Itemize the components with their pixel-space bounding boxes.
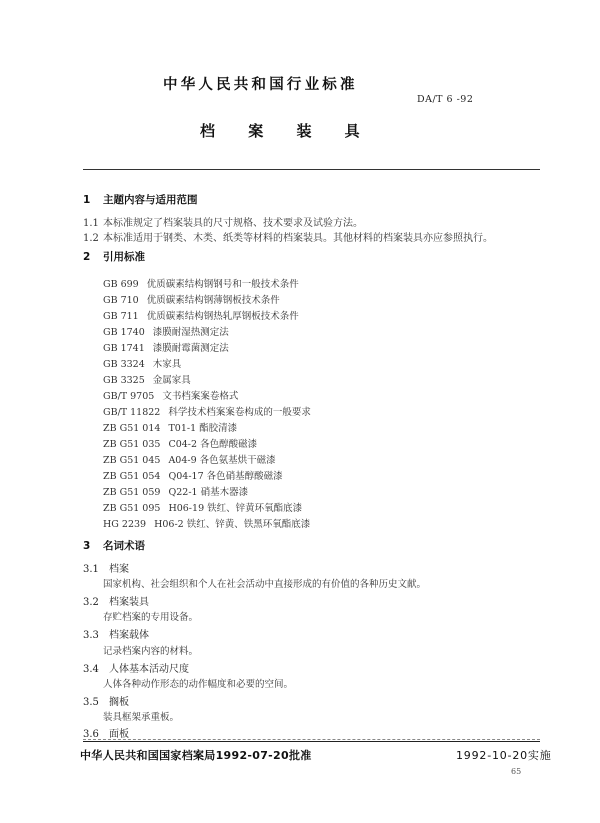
section-title: 引用标准 (103, 251, 145, 263)
clause-text: 本标准适用于钢类、木类、纸类等材料的档案装具。其他材料的档案装具亦应参照执行。 (103, 233, 493, 244)
reference-title: 科学技术档案案卷构成的一般要求 (168, 407, 311, 418)
clause-number: 1.1 (83, 218, 99, 229)
term-name: 面板 (109, 729, 129, 740)
reference-title: H06-2 铁红、锌黄、铁黑环氧酯底漆 (154, 519, 311, 530)
term-definition: 记录档案内容的材料。 (103, 646, 199, 657)
term-number: 3.6 (83, 729, 99, 740)
reference-row (103, 500, 302, 514)
reference-code: GB 3325 (103, 375, 145, 386)
reference-row (103, 420, 237, 434)
reference-code: GB 3324 (103, 359, 145, 370)
reference-row (103, 356, 181, 370)
reference-title: A04-9 各色氨基烘干磁漆 (168, 455, 276, 466)
reference-row (103, 516, 310, 530)
clause-text: 本标准规定了档案装具的尺寸规格、技术要求及试验方法。 (103, 218, 363, 229)
reference-code: GB 710 (103, 295, 139, 306)
term-heading (83, 660, 189, 675)
clause-1-1 (83, 214, 363, 229)
term-heading (83, 693, 129, 708)
reference-code: GB 1740 (103, 327, 145, 338)
term-number: 3.5 (83, 697, 99, 708)
reference-title: 优质碳素结构钢钢号和一般技术条件 (146, 279, 299, 290)
reference-title: H06-19 铁红、锌黄环氧酯底漆 (168, 503, 303, 514)
term-definition: 人体各种动作形态的动作幅度和必要的空间。 (103, 679, 294, 690)
term-number: 3.2 (83, 597, 99, 608)
section-heading-3 (83, 538, 145, 553)
term-name: 人体基本活动尺度 (109, 664, 189, 675)
reference-title: 优质碳素结构钢热轧厚钢板技术条件 (146, 311, 299, 322)
term-definition: 装具框架承重板。 (103, 712, 180, 723)
reference-row (103, 388, 238, 402)
footer-divider (83, 741, 540, 742)
section-heading-2 (83, 249, 145, 264)
section-title: 名词术语 (103, 540, 145, 552)
reference-code: GB/T 11822 (103, 407, 161, 418)
reference-row (103, 436, 257, 450)
term-heading (83, 626, 149, 641)
term-definition: 存贮档案的专用设备。 (103, 612, 199, 623)
footer-divider-dashed (83, 739, 540, 740)
reference-title: T01-1 酯胶清漆 (168, 423, 238, 434)
reference-title: 木家具 (152, 359, 182, 370)
reference-row (103, 452, 276, 466)
reference-row (103, 340, 229, 354)
reference-title: 金属家具 (152, 375, 191, 386)
reference-title: Q04-17 各色硝基醇酸磁漆 (168, 471, 283, 482)
reference-title: 漆膜耐霉菌测定法 (152, 343, 229, 354)
reference-title: 文书档案案卷格式 (162, 391, 239, 402)
reference-code: GB 699 (103, 279, 139, 290)
reference-title: 优质碳素结构钢薄钢板技术条件 (146, 295, 280, 306)
section-number: 3 (83, 540, 91, 552)
term-heading (83, 725, 129, 740)
term-name: 档案 (109, 564, 129, 575)
reference-row (103, 468, 283, 482)
approval-statement: 中华人民共和国国家档案局1992-07-20批准 (80, 749, 312, 762)
document-title: 档 案 装 具 (200, 122, 374, 140)
reference-code: ZB G51 014 (103, 423, 161, 434)
term-number: 3.3 (83, 630, 99, 641)
reference-row (103, 276, 299, 290)
clause-number: 1.2 (83, 233, 99, 244)
standard-type-heading: 中华人民共和国行业标准 (163, 77, 358, 93)
reference-code: GB/T 9705 (103, 391, 155, 402)
reference-code: ZB G51 095 (103, 503, 161, 514)
reference-row (103, 324, 229, 338)
reference-code: ZB G51 035 (103, 439, 161, 450)
section-heading-1 (83, 192, 198, 207)
header-divider (83, 169, 540, 170)
reference-title: Q22-1 硝基木器漆 (168, 487, 249, 498)
reference-row (103, 372, 191, 386)
reference-code: GB 711 (103, 311, 139, 322)
term-number: 3.1 (83, 564, 99, 575)
term-heading (83, 593, 149, 608)
implementation-date: 1992-10-20实施 (456, 749, 552, 762)
reference-title: 漆膜耐湿热测定法 (152, 327, 229, 338)
term-name: 档案载体 (109, 630, 149, 641)
page-number: 65 (511, 767, 522, 776)
reference-row (103, 484, 248, 498)
reference-row (103, 292, 280, 306)
section-title: 主题内容与适用范围 (103, 194, 198, 206)
reference-code: HG 2239 (103, 519, 147, 530)
reference-row (103, 404, 311, 418)
reference-code: ZB G51 045 (103, 455, 161, 466)
reference-row (103, 308, 299, 322)
reference-title: C04-2 各色醇酸磁漆 (168, 439, 258, 450)
section-number: 2 (83, 251, 91, 263)
term-name: 档案装具 (109, 597, 149, 608)
term-number: 3.4 (83, 664, 99, 675)
term-heading (83, 560, 129, 575)
standard-code: DA/T 6 -92 (417, 94, 474, 105)
term-name: 搁板 (109, 697, 129, 708)
section-number: 1 (83, 194, 91, 206)
reference-code: ZB G51 054 (103, 471, 161, 482)
reference-code: GB 1741 (103, 343, 145, 354)
reference-code: ZB G51 059 (103, 487, 161, 498)
term-definition: 国家机构、社会组织和个人在社会活动中直接形成的有价值的各种历史文献。 (103, 579, 427, 590)
clause-1-2 (83, 229, 493, 244)
